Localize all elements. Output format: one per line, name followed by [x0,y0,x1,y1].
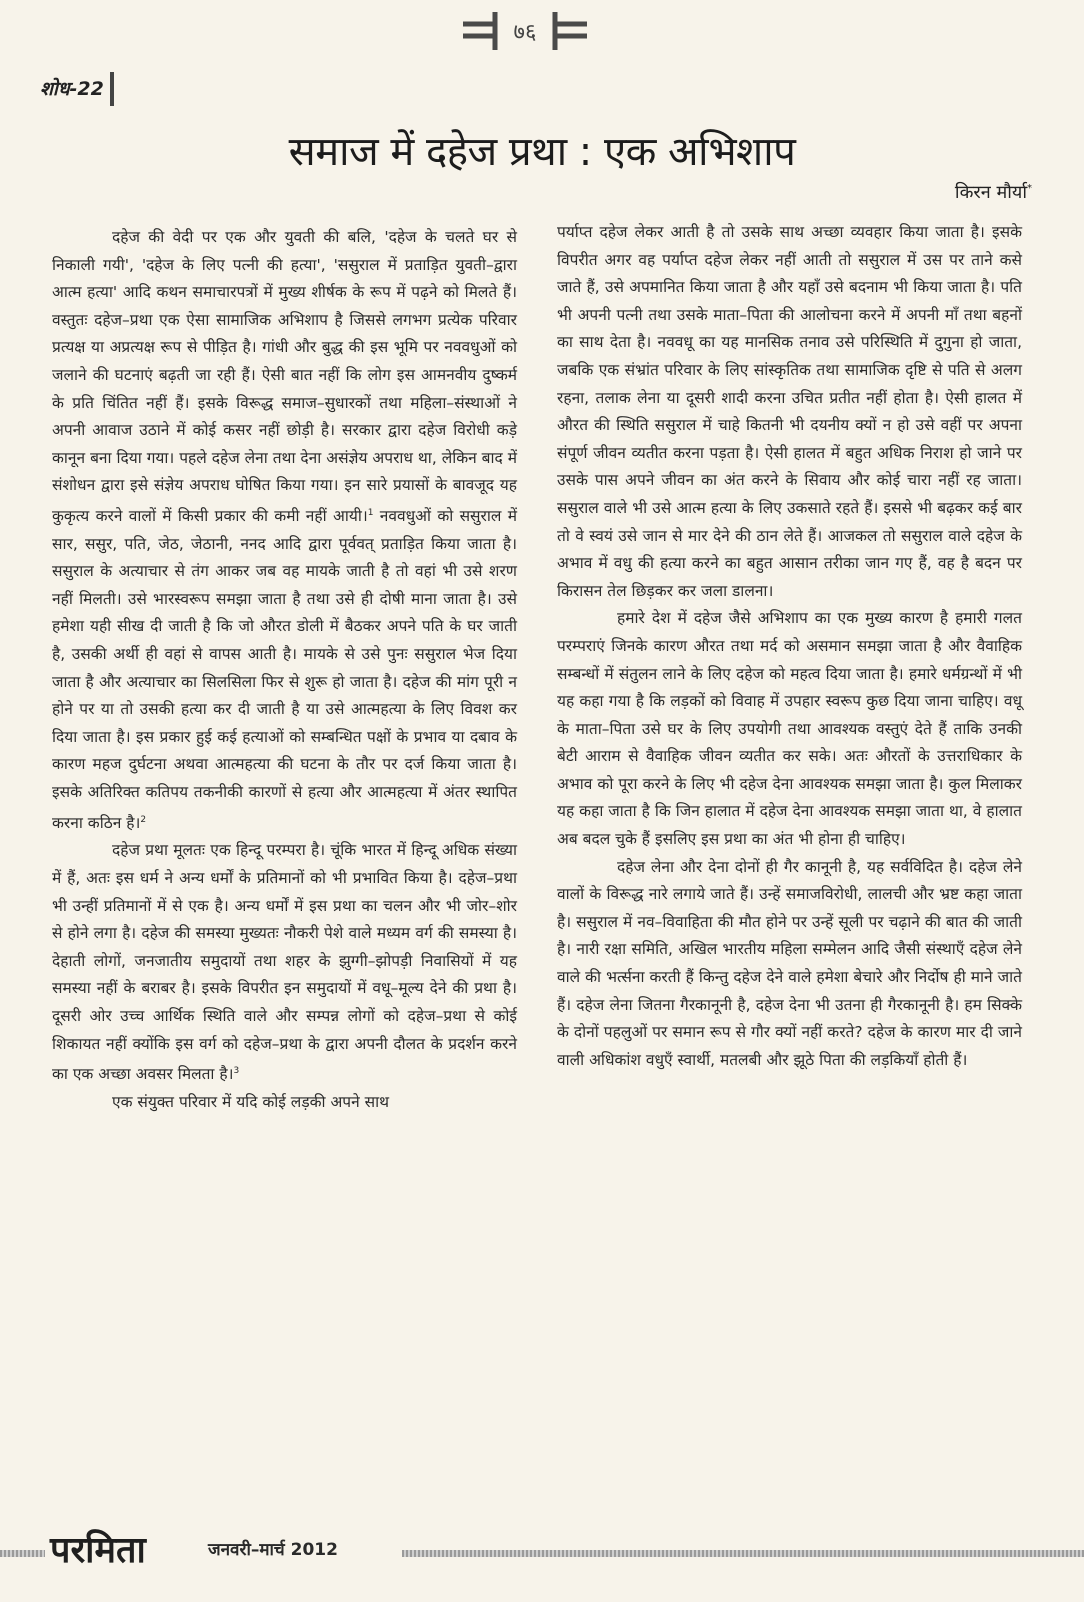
paragraph: एक संयुक्त परिवार में यदि कोई लड़की अपने साथ [112,1092,390,1111]
left-column [52,224,517,1116]
page-footer [0,1523,1084,1578]
footnote-ref: 2 [140,814,147,825]
author-name: किरन मौर्या [954,182,1027,203]
paragraph-text: दहेज प्रथा मूलतः एक हिन्दू परम्परा है। चूंकि भारत में हिन्दू अधिक संख्या में हैं, अतः इस धर्म ने अन्य धर्मों के प्रतिमानों को भी प्रभावित किया है। दहेज–प्रथा भी उन्हीं प्रतिमानों में से एक है। अन्य धर्मों में इस प्रथा का चलन और भी जोर–शोर से होने लगा है। दहेज की समस्या मुख्यतः नौकरी पेशे वाले मध्यम वर्ग की समस्या है। देहाती लोगों, जनजातीय समुदायों तथा शहर के झुग्गी–झोपड़ी निवासियों में यह समस्या नहीं के बराबर है। इसके विपरीत इन समुदायों में वधू–मूल्य देने की प्रथा है। दूसरी ओर उच्च आर्थिक स्थिति वाले और सम्पन्न लोगों को दहेज–प्रथा से कोई शिकायत नहीं क्योंकि इस वर्ग को दहेज–प्रथा के द्वारा अपनी दौलत के प्रदर्शन करने का एक अच्छा अवसर मिलता है। [52,841,517,1084]
magazine-logo: परमिता [50,1530,146,1571]
footer-rule [0,1550,45,1557]
article-title: समाज में दहेज प्रथा : एक अभिशाप [288,129,796,175]
paragraph-text: दहेज की वेदी पर एक और युवती की बलि, 'दहेज के चलते घर से निकाली गयी', 'दहेज के लिए पत्नी की हत्या', 'ससुराल में प्रताड़ित युवती–द्वारा आत्म हत्या' आदि कथन समाचारपत्रों में मुख्य शीर्षक के रूप में पढ़ने को मिलते हैं। वस्तुतः दहेज–प्रथा एक ऐसा सामाजिक अभिशाप है जिससे लगभग प्रत्येक परिवार प्रत्यक्ष या अप्रत्यक्ष रूप से पीड़ित है। गांधी और बुद्ध की इस भूमि पर नववधुओं को जलाने की घटनाएं बढ़ती जा रही हैं। ऐसी बात नहीं कि लोग इस आमनवीय दुष्कर्म के प्रति चिंतित नहीं हैं। इसके विरूद्ध समाज–सुधारकों तथा महिला–संस्थाओं ने अपनी आवाज उठाने में कोई कसर नहीं छोड़ी है। सरकार द्वारा दहेज विरोधी कड़े कानून बना दिया गया। पहले दहेज लेना तथा देना असंज्ञेय अपराध था, लेकिन बाद में संशोधन द्वारा इसे संज्ञेय अपराध घोषित किया गया। इन सारे प्रयासों के बावजूद यह कुकृत्य करने वालों में किसी प्रकार की कमी नहीं आयी। [52,228,517,526]
footer-rule [402,1550,1084,1557]
paragraph [52,837,517,1089]
paragraph [52,224,517,837]
right-column [557,219,1022,1074]
footnote-ref: 3 [233,1066,240,1077]
paragraph: दहेज लेना और देना दोनों ही गैर कानूनी है, यह सर्वविदित है। दहेज लेने वालों के विरूद्ध नारे लगाये जाते हैं। उन्हें समाजविरोधी, लालची और भ्रष्ट कहा जाता है। ससुराल में नव–विवाहिता की मौत होने पर उन्हें सूली पर चढ़ाने की बात की जाती है। नारी रक्षा समिति, अखिल भारतीय महिला सम्मेलन आदि जैसी संस्थाएँ दहेज लेने वाले की भर्त्सना करती हैं किन्तु दहेज देने वाले हमेशा बेचारे और निर्दोष ही माने जाते हैं। दहेज लेना जितना गैरकानूनी है, दहेज देना भी उतना ही गैरकानूनी है। हम सिक्के के दोनों पहलुओं पर समान रूप से गौर क्यों नहीं करते? दहेज के कारण मार दी जाने वाली अधिकांश वधुएँ स्वार्थी, मतलबी और झूठे पिता की लड़कियाँ होती हैं। [557,857,1022,1069]
paragraph: हमारे देश में दहेज जैसे अभिशाप का एक मुख्य कारण है हमारी गलत परम्पराएं जिनके कारण औरत तथा मर्द को असमान समझा जाता है और वैवाहिक सम्बन्धों में संतुलन लाने के लिए दहेज को महत्व दिया जाता है। हमारे धर्मग्रन्थों में भी यह कहा गया है कि लड़कों को विवाह में उपहार स्वरूप कुछ दिया जाना चाहिए। वधू के माता–पिता उसे घर के लिए उपयोगी तथा आवश्यक वस्तुएं देते हैं ताकि उनकी बेटी आराम से वैवाहिक जीवन व्यतीत कर सके। अतः औरतों के उत्तराधिकार के अभाव को पूरा करने के लिए भी दहेज देना आवश्यक समझा जाता है। कुल मिलाकर यह कहा जाता है कि जिन हालात में दहेज देना आवश्यक समझा जाता था, वे हालात अब बदल चुके हैं इसलिए इस प्रथा का अंत भी होना ही चाहिए। [557,609,1022,849]
paragraph: पर्याप्त दहेज लेकर आती है तो उसके साथ अच्छा व्यवहार किया जाता है। इसके विपरीत अगर वह पर्याप्त दहेज लेकर नहीं आती तो ससुराल में उस पर ताने कसे जाते हैं, उसे अपमानित किया जाता है और यहाँ उसे बदनाम भी किया जाता है। पति भी अपनी पत्नी तथा उसके माता–पिता की आलोचना करने में अपनी माँ तथा बहनों का साथ देता है। नववधू का यह मानसिक तनाव उसे परिस्थिति में दुगुना हो जाता, जबकि एक संभ्रांत परिवार के लिए सांस्कृतिक तथा सामाजिक दृष्टि से पति से अलग रहना, तलाक लेना या दूसरी शादी करना उचित प्रतीत नहीं होता है। ऐसी हालत में औरत की स्थिति ससुराल में चाहे कितनी भी दयनीय क्यों न हो उसे वहीं पर अपना संपूर्ण जीवन व्यतीत करना पड़ता है। ऐसी हालत में बहुत अधिक निराश हो जाने पर उसके पास अपने जीवन का अंत करने के सिवाय और कोई चारा नहीं रह जाता। ससुराल वाले भी उसे आत्म हत्या के लिए उकसाते रहते हैं। इससे भी बढ़कर कई बार तो वे स्वयं उसे जान से मार देने की ठान लेते हैं। आजकल तो ससुराल वाले दहेज के अभाव में वधु की हत्या करने का बहुत आसान तरीका जान गए हैं, वह है बदन पर किरासन तेल छिड़कर कर जला डालना। [557,223,1022,600]
author-footnote-mark: * [1027,183,1032,194]
page-number-ornament [455,8,595,54]
issue-date: जनवरी–मार्च 2012 [208,1540,338,1560]
page-number: ७६ [513,20,537,45]
paragraph-text: नववधुओं को ससुराल में सार, ससुर, पति, जेठ, जेठानी, ननद आदि द्वारा पूर्ववत् प्रताड़ित किया जाता है। ससुराल के अत्याचार से तंग आकर जब वह मायके जाती है तो वहां भी उसे शरण नहीं मिलती। उसे भारस्वरूप समझा जाता है तथा उसे ही दोषी माना जाता है। उसे हमेशा यही सीख दी जाती है कि जो औरत डोली में बैठकर अपने पति के घर जाती है, उसकी अर्थी ही वहां से वापस आती है। मायके से उसे पुनः ससुराल भेज दिया जाता है और अत्याचार का सिलसिला फिर से शुरू हो जाता है। दहेज की मांग पूरी न होने पर या तो उसकी हत्या कर दी जाती है या उसे आत्महत्या के लिए विवश कर दिया जाता है। इस प्रकार हुई कई हत्याओं को सम्बन्धित पक्षों के प्रभाव या दबाव के कारण महज दुर्घटना अथवा आत्महत्या की घटना के तौर पर दर्ज किया जाता है। इसके अतिरिक्त कतिपय तकनीकी कारणों से हत्या और आत्महत्या में अंतर स्थापित करना कठिन है। [52,507,517,832]
footnote-ref: 1 [367,507,374,518]
author [955,180,1032,204]
section-tag: शोध-22 [40,72,114,106]
